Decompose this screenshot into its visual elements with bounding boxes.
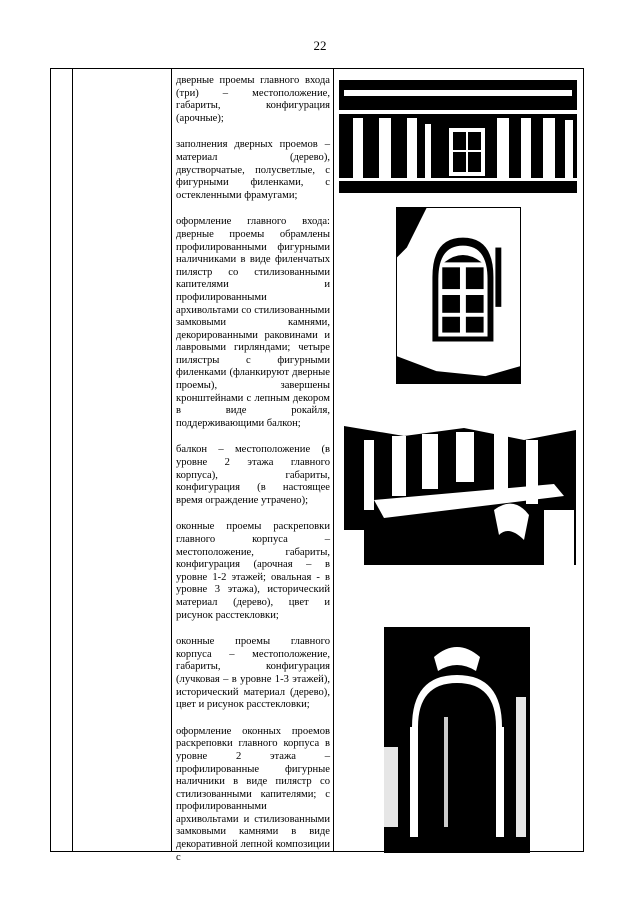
paragraph-door-fillings: заполнения дверных проемов – материал (дерево), двустворчатые, полусветлые, с фигурными филенками, с остекленными фрамугами; — [176, 139, 330, 201]
paragraph-main-windows: оконные проемы главного корпуса – местоположение, габариты, конфигурация (лучковая – в уровне 1-3 этажей), исторический материал (дерево), цвет и рисунок расстекловки; — [176, 636, 330, 711]
page-number: 22 — [313, 38, 327, 53]
paragraph-entrance-doors: дверные проемы главного входа (три) – местоположение, габариты, конфигурация (арочные); — [176, 75, 330, 124]
entrance-colonnade-photo — [339, 80, 577, 193]
heritage-elements-table — [50, 68, 584, 863]
balcony-facade-photo — [344, 400, 576, 565]
paragraph-balcony: балкон – местоположение (в уровне 2 этажа главного корпуса), габариты, конфигурация (в настоящее время ограждение утрачено); — [176, 444, 330, 506]
paragraph-window-decoration: оформление оконных проемов раскреповки главного корпуса в уровне 2 этажа – профилированные фигурные наличники в виде пилястр со стилизованными капителями; с профилированными архивольтами и стилизованными замковыми камнями в виде декоративной лепной композиции с — [176, 725, 330, 863]
column-divider-1 — [72, 69, 73, 851]
window-architrave-photo — [384, 627, 530, 853]
paragraph-entrance-decoration: оформление главного входа: дверные проемы обрамлены профилированными фигурными наличниками в виде филенчатых пилястр со стилизованными капителями и профилированными архивольтами со стилизованными замковыми камнями, декорированными раковинами и лавровыми гирляндами; четыре пилястры с фигурными филенками (фланкируют дверные проемы), завершены кронштейнами с лепным декором в виде рокайля, поддерживающими балкон; — [176, 216, 330, 429]
description-column — [176, 75, 330, 878]
paragraph-projection-windows: оконные проемы раскреповки главного корпуса – местоположение, габариты, конфигурация (арочная – в уровне 1-2 этажей; овальная - в уровне 3 этажа), исторический материал (дерево), цвет и рисунок расстекловки; — [176, 521, 330, 621]
arched-window-photo — [396, 207, 521, 384]
column-divider-2 — [171, 69, 172, 851]
column-divider-3 — [333, 69, 334, 851]
